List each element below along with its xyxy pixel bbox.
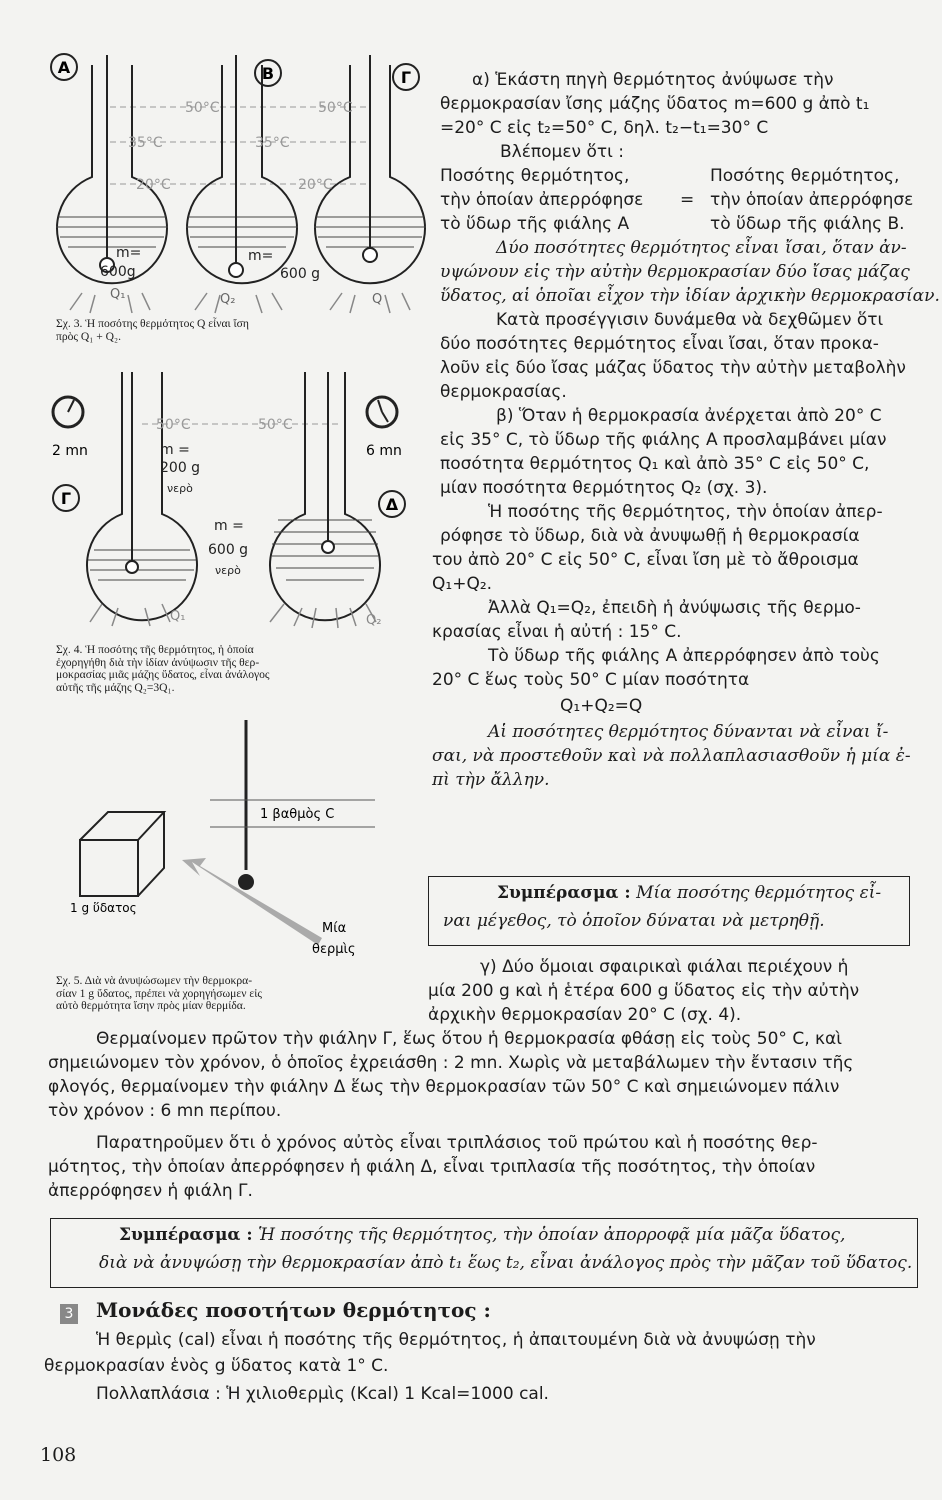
figure-4-caption: Σχ. 4. Ἡ ποσότης τῆς θερμότητος, ἡ ὁποία ἐχορηγήθη διὰ τὴν ἰδίαν ἀνύψωσιν τῆς θερ- μοκρασίας μιᾶς μάζης ὕδατος, εἶναι ἀνάλογος αὐτῆς τῆς μάζης Q₂=3Q₁. xyxy=(56,643,270,694)
text-line: μότητος, τὴν ὁποίαν ἀπερρόφησεν ἡ φιάλη Δ, εἶναι τριπλασία τῆς ποσότητος, τὴν ὁποίαν xyxy=(48,1157,816,1177)
text-line: β) Ὅταν ἡ θερμοκρασία ἀνέρχεται ἀπὸ 20° C xyxy=(496,406,882,426)
text-line: τὴν ὁποίαν ἀπερρόφησε xyxy=(710,190,914,210)
calorie-label: θερμὶς xyxy=(312,942,356,957)
mass-label: m = xyxy=(160,442,190,458)
temp-label: 50°C xyxy=(318,100,353,116)
text-line: ρόφησε τὸ ὕδωρ, διὰ νὰ ἀνυψωθῇ ἡ θερμοκρασία xyxy=(440,526,860,546)
text-line: Αἱ ποσότητες θερμότητος δύνανται νὰ εἶναι ἴ- xyxy=(488,722,889,742)
heat-q1-label: Q₁ xyxy=(170,609,186,624)
figure-3-caption: Σχ. 3. Ἡ ποσότης θερμότητος Q εἶναι ἴση πρὸς Q₁ + Q₂. xyxy=(56,317,249,343)
water-label: νερὸ xyxy=(215,564,241,577)
mass-label: 600g xyxy=(100,264,136,280)
text-line: φλογός, θερμαίνομεν τὴν φιάλην Δ ἕως τὴν θερμοκρασίαν τῶν 50° C καὶ σημειώνομεν πάλιν xyxy=(48,1077,840,1097)
text-line: Βλέπομεν ὅτι : xyxy=(500,142,624,162)
text-line: μίαν ποσότητα θερμότητος Q₂ (σχ. 3). xyxy=(440,478,768,498)
text-line: Ἡ θερμὶς (cal) εἶναι ἡ ποσότης τῆς θερμότητος, ἡ ἀπαιτουμένη διὰ νὰ ἀνυψώσῃ τὴν xyxy=(96,1330,816,1350)
text-line: του ἀπὸ 20° C εἰς 50° C, εἶναι ἴση μὲ τὸ ἄθροισμα xyxy=(432,550,859,570)
text-line: ὕδατος, αἱ ὁποῖαι εἶχον τὴν ἰδίαν ἀρχικὴν θερμοκρασίαν. xyxy=(440,286,940,306)
text-line: =20° C εἰς t₂=50° C, δηλ. t₂−t₁=30° C xyxy=(440,118,769,138)
degree-label: 1 βαθμὸς C xyxy=(260,807,335,822)
flask-label-g: Γ xyxy=(60,489,72,508)
text-line: = xyxy=(680,190,695,210)
section-title: Μονάδες ποσοτήτων θερμότητος : xyxy=(96,1298,491,1322)
conclusion-box-2 xyxy=(50,1218,918,1288)
text-line: μία 200 g καὶ ἡ ἑτέρα 600 g ὕδατος εἰς τὴν αὐτὴν xyxy=(428,981,860,1001)
text-line: θερμοκρασίαν ἴσης μάζης ὕδατος m=600 g ἀπὸ t₁ xyxy=(440,94,870,114)
conclusion-text: Μία ποσότης θερμότητος εἶ- xyxy=(630,883,882,903)
text-line: α) Ἑκάστη πηγὴ θερμότητος ἀνύψωσε τὴν xyxy=(472,70,834,90)
text-line: Ποσότης θερμότητος, xyxy=(710,166,900,186)
mass-label: 200 g xyxy=(160,460,201,476)
figure-5 xyxy=(60,720,380,970)
conclusion-title: Συμπέρασμα : xyxy=(119,1225,253,1245)
text-line: Ἡ ποσότης τῆς θερμότητος, τὴν ὁποίαν ἀπερ- xyxy=(488,502,883,522)
mass-label: 600 g xyxy=(280,266,321,282)
text-line: σημειώνομεν τὸν χρόνον, ὁ ὁποῖος ἐχρειάσθη : 2 mn. Χωρὶς νὰ μεταβάλωμεν τὴν ἔντασιν τῆς xyxy=(48,1053,854,1073)
text-line: ἀρχικὴν θερμοκρασίαν 20° C (σχ. 4). xyxy=(428,1005,742,1025)
time-label: 2 mn xyxy=(52,443,88,459)
temp-label: 35°C xyxy=(128,135,163,151)
text-line: Q₁+Q₂. xyxy=(432,574,493,594)
text-line: εἰς 35° C, τὸ ὕδωρ τῆς φιάλης Α προσλαμβάνει μίαν xyxy=(440,430,887,450)
equation: Q₁+Q₂=Q xyxy=(560,696,643,716)
text-line: υψώνουν εἰς τὴν αὐτὴν θερμοκρασίαν δύο ἴσας μάζας xyxy=(440,262,910,282)
text-line: Ἀλλὰ Q₁=Q₂, ἐπειδὴ ἡ ἀνύψωσις τῆς θερμο- xyxy=(488,598,861,618)
text-line: γ) Δύο ὅμοιαι σφαιρικαὶ φιάλαι περιέχουν ἡ xyxy=(480,957,849,977)
text-line: δύο ποσότητες θερμότητος εἶναι ἴσαι, ὅταν προκα- xyxy=(440,334,879,354)
text-line: Δύο ποσότητες θερμότητος εἶναι ἴσαι, ὅταν ἀν- xyxy=(496,238,907,258)
text-line: κρασίας εἶναι ἡ αὐτή : 15° C. xyxy=(432,622,682,642)
temp-label: 20°C xyxy=(136,177,171,193)
conclusion-title: Συμπέρασμα : xyxy=(497,883,631,903)
heat-q-label: Q xyxy=(372,292,383,307)
flask-label-d: Δ xyxy=(385,495,399,514)
mass-label: m = xyxy=(214,518,244,534)
text-line: Πολλαπλάσια : Ἡ χιλιοθερμὶς (Kcal) 1 Kcal=1000 cal. xyxy=(96,1384,549,1404)
temp-label: 50°C xyxy=(185,100,220,116)
figure-5-caption: Σχ. 5. Διὰ νὰ ἀνυψώσωμεν τὴν θερμοκρα- σίαν 1 g ὕδατος, πρέπει νὰ χορηγήσωμεν εἰς αὐτὸ θερμότητα ἴσην πρὸς μίαν θερμίδα. xyxy=(56,974,262,1013)
text-line: θερμοκρασίας. xyxy=(440,382,567,402)
temp-label: 50°C xyxy=(156,417,191,433)
heat-q2-label: Q₂ xyxy=(366,613,382,628)
text-line: Ποσότης θερμότητος, xyxy=(440,166,630,186)
conclusion-text: ναι μέγεθος, τὸ ὁποῖον δύναται νὰ μετρηθῇ. xyxy=(443,911,825,931)
text-line: τὸ ὕδωρ τῆς φιάλης Β. xyxy=(710,214,905,234)
heat-q1-label: Q₁ xyxy=(110,287,126,302)
text-line: ἀπερρόφησεν ἡ φιάλη Γ. xyxy=(48,1181,253,1201)
flask-label-a: Α xyxy=(57,58,71,77)
figure-3 xyxy=(50,55,430,315)
cube-label: 1 g ὕδατος xyxy=(70,901,137,915)
flask-label-g: Γ xyxy=(400,68,412,87)
mass-label: m= xyxy=(248,248,274,264)
time-label: 6 mn xyxy=(366,443,402,459)
flask-label-b: Β xyxy=(261,64,275,83)
water-label: νερὸ xyxy=(167,482,193,495)
temp-label: 50°C xyxy=(258,417,293,433)
conclusion-text: διὰ νὰ ἀνυψώσῃ τὴν θερμοκρασίαν ἀπὸ t₁ ἕως t₂, εἶναι ἀνάλογος πρὸς τὴν μᾶζαν τοῦ ὕδατος. xyxy=(99,1253,913,1273)
figure-4 xyxy=(50,372,430,632)
text-line: Παρατηροῦμεν ὅτι ὁ χρόνος αὐτὸς εἶναι τριπλάσιος τοῦ πρώτου καὶ ἡ ποσότης θερ- xyxy=(96,1133,818,1153)
mass-label: 600 g xyxy=(208,542,249,558)
page-number: 108 xyxy=(40,1444,77,1466)
text-line: Τὸ ὕδωρ τῆς φιάλης Α ἀπερρόφησεν ἀπὸ τοὺς xyxy=(488,646,880,666)
temp-label: 35°C xyxy=(255,135,290,151)
text-line: σαι, νὰ προστεθοῦν καὶ νὰ πολλαπλασιασθοῦν ἡ μία ἐ- xyxy=(432,746,911,766)
text-line: τὸν χρόνον : 6 mn περίπου. xyxy=(48,1101,282,1121)
text-line: ποσότητα θερμότητος Q₁ καὶ ἀπὸ 35° C εἰς 50° C, xyxy=(440,454,870,474)
text-line: τὸ ὕδωρ τῆς φιάλης Α xyxy=(440,214,630,234)
mass-label: m= xyxy=(116,245,142,261)
text-line: Θερμαίνομεν πρῶτον τὴν φιάλην Γ, ἕως ὅτου ἡ θερμοκρασία φθάσῃ εἰς τοὺς 50° C, καὶ xyxy=(96,1029,842,1049)
text-line: 20° C ἕως τοὺς 50° C μίαν ποσότητα xyxy=(432,670,750,690)
text-line: τὴν ὁποίαν ἀπερρόφησε xyxy=(440,190,644,210)
temp-label: 20°C xyxy=(298,177,333,193)
section-number-badge: 3 xyxy=(60,1304,78,1324)
heat-q2-label: Q₂ xyxy=(220,292,236,307)
text-line: λοῦν εἰς δύο ἴσας μάζας ὕδατος τὴν αὐτὴν μεταβολὴν xyxy=(440,358,906,378)
text-line: Κατὰ προσέγγισιν δυνάμεθα νὰ δεχθῶμεν ὅτι xyxy=(496,310,884,330)
text-line: πὶ τὴν ἄλλην. xyxy=(432,770,550,790)
conclusion-text: Ἡ ποσότης τῆς θερμότητος, τὴν ὁποίαν ἀπορροφᾷ μία μᾶζα ὕδατος, xyxy=(252,1225,846,1245)
text-line: θερμοκρασίαν ἑνὸς g ὕδατος κατὰ 1° C. xyxy=(44,1356,389,1376)
conclusion-box xyxy=(428,876,910,946)
calorie-label: Μία xyxy=(322,921,347,936)
